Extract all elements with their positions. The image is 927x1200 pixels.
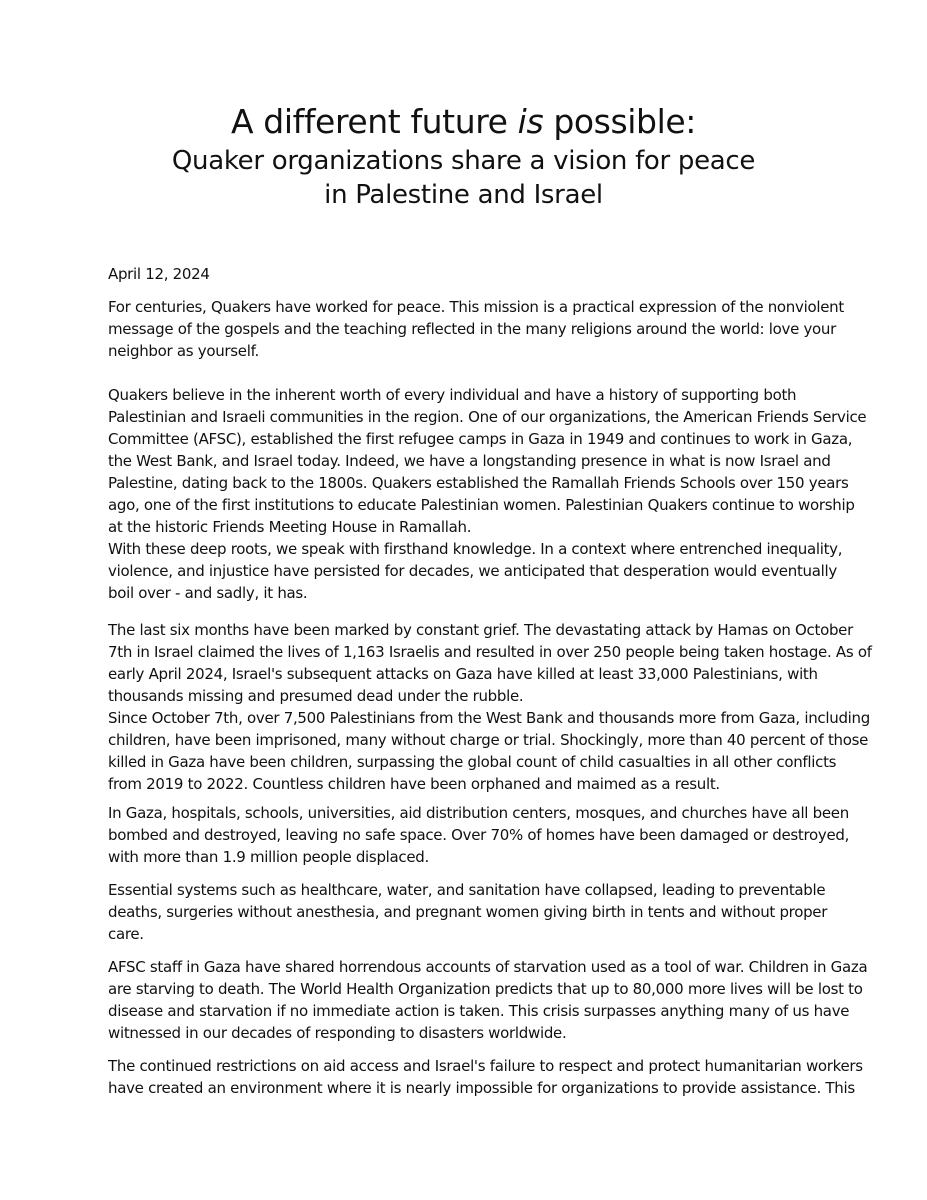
paragraph-line: thousands missing and presumed dead under the rubble.	[108, 687, 524, 705]
paragraph-line: neighbor as yourself.	[108, 342, 259, 360]
paragraph-5	[108, 802, 850, 868]
paragraph-line: killed in Gaza have been children, surpassing the global count of child casualties in all other conflicts	[108, 753, 837, 771]
paragraph-8	[108, 1055, 863, 1099]
paragraph-line: deaths, surgeries without anesthesia, and pregnant women giving birth in tents and without proper	[108, 903, 828, 921]
paragraph-line: AFSC staff in Gaza have shared horrendous accounts of starvation used as a tool of war. Children in Gaza	[108, 958, 868, 976]
paragraph-line: message of the gospels and the teaching reflected in the many religions around the world: love your	[108, 320, 836, 338]
paragraph-line: bombed and destroyed, leaving no safe space. Over 70% of homes have been damaged or destroyed,	[108, 826, 850, 844]
document-date: April 12, 2024	[108, 265, 210, 283]
paragraph-line: With these deep roots, we speak with firsthand knowledge. In a context where entrenched inequality,	[108, 540, 843, 558]
paragraph-7	[108, 956, 868, 1044]
title-text-start: A different future	[231, 102, 518, 141]
paragraph-line: children, have been imprisoned, many without charge or trial. Shockingly, more than 40 percent of those	[108, 731, 869, 749]
title-text-end: possible:	[543, 102, 696, 141]
paragraph-line: ago, one of the first institutions to educate Palestinian women. Palestinian Quakers continue to worship	[108, 496, 855, 514]
paragraph-line: boil over - and sadly, it has.	[108, 584, 308, 602]
paragraph-line: early April 2024, Israel's subsequent attacks on Gaza have killed at least 33,000 Palestinians, with	[108, 665, 818, 683]
paragraph-line: Committee (AFSC), established the first refugee camps in Gaza in 1949 and continues to work in Gaza,	[108, 430, 853, 448]
title-line-1	[0, 100, 927, 144]
subtitle-line-2: in Palestine and Israel	[324, 180, 603, 210]
paragraph-line: The last six months have been marked by constant grief. The devastating attack by Hamas on October	[108, 621, 853, 639]
subtitle-line-1: Quaker organizations share a vision for peace	[171, 146, 756, 176]
paragraph-line: witnessed in our decades of responding to disasters worldwide.	[108, 1024, 567, 1042]
paragraph-line: care.	[108, 925, 144, 943]
paragraph-line: The continued restrictions on aid access and Israel's failure to respect and protect humanitarian workers	[108, 1057, 863, 1075]
paragraph-line: Quakers believe in the inherent worth of every individual and have a history of supporting both	[108, 386, 797, 404]
paragraph-6	[108, 879, 828, 945]
paragraph-line: with more than 1.9 million people displaced.	[108, 848, 429, 866]
paragraph-line: Palestine, dating back to the 1800s. Quakers established the Ramallah Friends Schools over 150 years	[108, 474, 849, 492]
document-title	[0, 100, 927, 212]
paragraph-2	[108, 384, 867, 538]
paragraph-line: the West Bank, and Israel today. Indeed, we have a longstanding presence in what is now Israel and	[108, 452, 831, 470]
paragraph-line: Palestinian and Israeli communities in the region. One of our organizations, the American Friends Service	[108, 408, 867, 426]
paragraph-line: at the historic Friends Meeting House in Ramallah.	[108, 518, 472, 536]
paragraph-line: 7th in Israel claimed the lives of 1,163 Israelis and resulted in over 250 people being taken hostage. As of	[108, 643, 872, 661]
paragraph-3	[108, 538, 843, 604]
paragraph-line: Since October 7th, over 7,500 Palestinians from the West Bank and thousands more from Gaza, including	[108, 709, 870, 727]
paragraph-1	[108, 296, 844, 362]
title-emphasis: is	[517, 102, 544, 141]
paragraph-line: from 2019 to 2022. Countless children have been orphaned and maimed as a result.	[108, 775, 720, 793]
paragraph-line: have created an environment where it is nearly impossible for organizations to provide assistance. This	[108, 1079, 855, 1097]
paragraph-line: are starving to death. The World Health Organization predicts that up to 80,000 more lives will be lost to	[108, 980, 863, 998]
paragraph-line: For centuries, Quakers have worked for peace. This mission is a practical expression of the nonviolent	[108, 298, 844, 316]
paragraph-line: violence, and injustice have persisted for decades, we anticipated that desperation would eventually	[108, 562, 837, 580]
paragraph-line: Essential systems such as healthcare, water, and sanitation have collapsed, leading to preventable	[108, 881, 826, 899]
paragraph-line: In Gaza, hospitals, schools, universities, aid distribution centers, mosques, and churches have all been	[108, 804, 849, 822]
paragraph-line: disease and starvation if no immediate action is taken. This crisis surpasses anything many of us have	[108, 1002, 850, 1020]
paragraph-4	[108, 619, 872, 795]
